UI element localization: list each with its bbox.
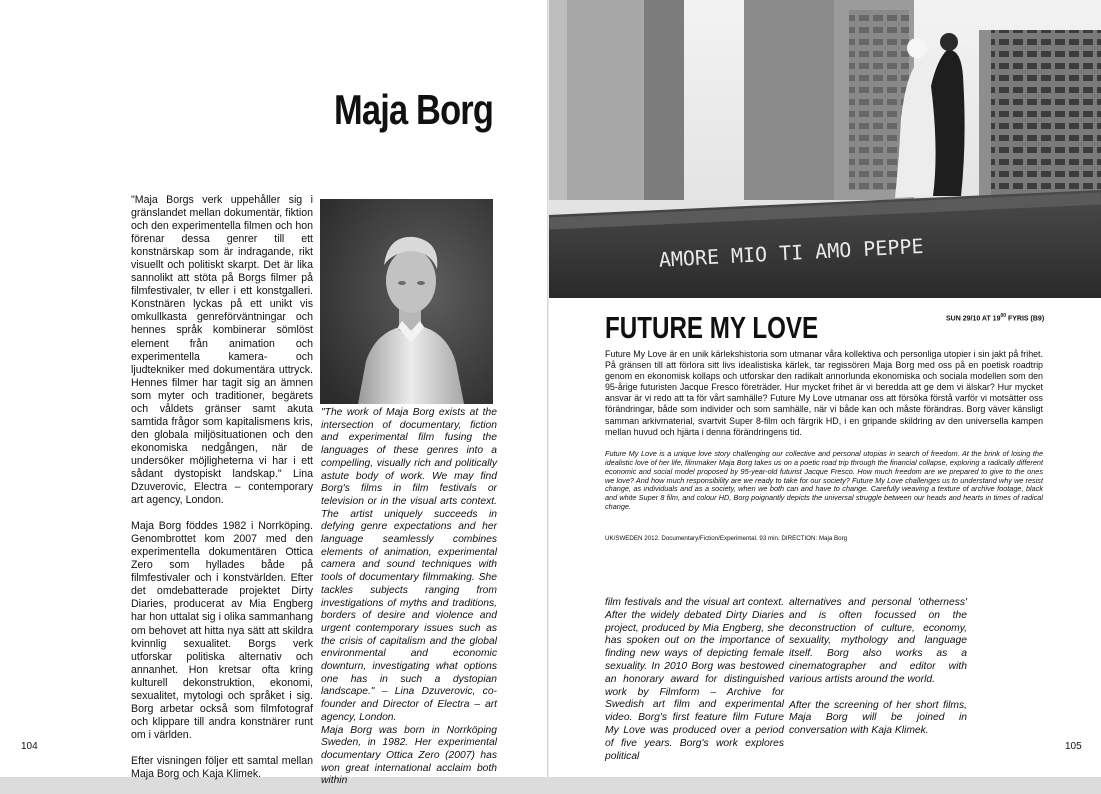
page-number-right: 105: [1065, 741, 1082, 752]
continuation-paragraph: alternatives and personal 'otherness' and is often focussed on the deconstruction of culture, economy, sexuality, mythology and language itself. Borg also works as a cinematographer and editor with various artists around the world.: [789, 597, 967, 685]
continuation-paragraph: film festivals and the visual art context. After the widely debated Dirty Diaries project, produced by Mia Engberg, she has spoken out on the importance of finding new ways of depicting female sexuality. In 2010 Borg was bestowed an honorary award for distinguished work by Filmform – Archive for Swedish art film and experimental video. Borg's first feature film Future My Love was produced over a period of five years. Borg's work explores political: [605, 597, 784, 762]
artist-portrait: [320, 199, 493, 404]
page-number-left: 104: [21, 741, 38, 752]
english-synopsis: Future My Love is a unique love story challenging our collective and personal utopias in search of freedom. At the brink of losing the idealistic love of her life, filmmaker Maja Borg takes us on a poetic road trip through the financial collapse, exploring a radically different economic and social model proposed by 95-year-old futurist Jacque Fresco. How much freedom are we prepared to give to the ones we love? And how much responsibility are we ready to take for our society? Future My Love challenges us to understand why we resist change, as individuals and as a society, when we both can and have to change. Carefully weaving a texture of archive footage, black and white Super 8 film, and colour HD, Borg poignantly depicts the universal struggle between our heads and hearts in times of radical change.: [605, 449, 1043, 512]
artist-name-heading: Maja Borg: [334, 86, 494, 133]
graffiti-text: AMORE MIO TI AMO PEPPE: [658, 233, 925, 272]
right-page: [549, 0, 1101, 777]
screening-info: SUN 29/10 AT $19^{00}$ FYRIS (B9): [946, 313, 1045, 323]
swedish-quote-paragraph: "Maja Borgs verk uppehåller sig i gränslandet mellan dokumentär, fiktion och den experimentella filmen och hon förenar dessa genrer till ett konstnärskap som är indragande, rikt visuellt och politiskt skarpt. Det är lika sannolikt att stöta på Borgs filmer på filmfestivaler, tv eller i ett konstgalleri. Konstnären lyckas på ett unikt vis omkullkasta genreförväntningar och hennes språk kombinerar sömlöst element från animation och experimentella kamera- och ljudtekniker med dokumentära uttryck. Hennes filmer har tagit sig an ämnen som myter och traditioner, begärets och våldets gränser samt akuta samtida frågor som kapitalismens kris, den globala miljösituationen och den ekonomiska nedgången, när de undersöker möjligheterna vi har i ett sådant dystopiskt landskap." Lina Dzuverovic, Electra – contemporary art agency, London.: [131, 194, 313, 507]
english-bio-column: [321, 407, 497, 788]
left-page: [0, 0, 549, 787]
swedish-bio-column: [131, 194, 313, 794]
film-title: FUTURE MY LOVE: [605, 310, 819, 345]
english-quote-paragraph: "The work of Maja Borg exists at the intersection of documentary, fiction and experimental film fusing the languages of these genres into a compelling, visually rich and politically astute body of work. We may find Borg's films in film festivals or television or in the visual arts context. The artist uniquely succeeds in defying genre expectations and her language seamlessly combines elements of animation, experimental camera and sound techniques with tools of documentary filmmaking. She tackles subjects ranging from investigations of myths and traditions, borders of desire and violence and urgent contemporary issues such as the crisis of capitalism and the global environmental and economic downturn, investigating what options one has in such a dystopian landscape." – Lina Dzuverovic, co-founder and Director of Electra – art agency, London.: [321, 407, 497, 723]
film-credits: UK/SWEDEN 2012. Documentary/Fiction/Experimental. 93 min. DIRECTION: Maja Borg: [605, 535, 848, 542]
english-bio-paragraph: Maja Borg was born in Norrköping Sweden, in 1982. Her experimental documentary Ottica Zero (2007) has won great international acclaim both within: [321, 724, 497, 787]
conversation-note-paragraph: After the screening of her short films, Maja Borg will be joined in conversation with Kaja Klimek.: [789, 699, 967, 737]
continuation-column-1: [605, 597, 784, 763]
swedish-conversation-paragraph: Efter visningen följer ett samtal mellan Maja Borg och Kaja Klimek.: [131, 754, 313, 780]
continuation-column-2: [789, 597, 967, 738]
swedish-synopsis: Future My Love är en unik kärlekshistoria som utmanar våra kollektiva och personliga utopier i sin jakt på frihet. På gränsen till att förlora sitt livs idealistiska kärlek, tar regissören Maja Borg med oss på en poetisk roadtrip genom en ekonomisk kollaps och utforskar den radikalt annorlunda ekonomiska och sociala modellen som den 95-årige futuristen Jacque Fresco företräder. Hur mycket frihet är vi beredda att ge dem vi älskar? Hur mycket ansvar är vi redo att ta för vårt samhälle? Future My Love utmanar oss att försöka förstå varför vi motsätter oss förändringar, både som individer och som samhälle, när vi både kan och måste förändras. Borg väver känsligt samman arkivmaterial, svartvit Super 8-film och färgrik HD, i en gripande skildring av den universella kampen mellan huvud och hjärta i denna förändringens tid.: [605, 349, 1043, 437]
swedish-bio-paragraph: Maja Borg föddes 1982 i Norrköping. Genombrottet kom 2007 med den experimentella dokumentären Ottica Zero som hyllades både på filmfestivaler och i konstvärlden. Efter det omdebatterade projektet Dirty Diaries, producerat av Mia Engberg har hon uttalat sig i olika sammanhang om behovet att hitta nya sätt att skildra kvinnlig sexualitet. Borgs verk utforskar politiska alternativ och annanhet. Hon kretsar ofta kring kulturell dekonstruktion, ekonomi, sexualitet, mytologi och språket i sig. Borg arbetar också som filmfotograf och klippare till andra konstnärer runt om i världen.: [131, 520, 313, 741]
film-still-photo: [549, 0, 1101, 298]
